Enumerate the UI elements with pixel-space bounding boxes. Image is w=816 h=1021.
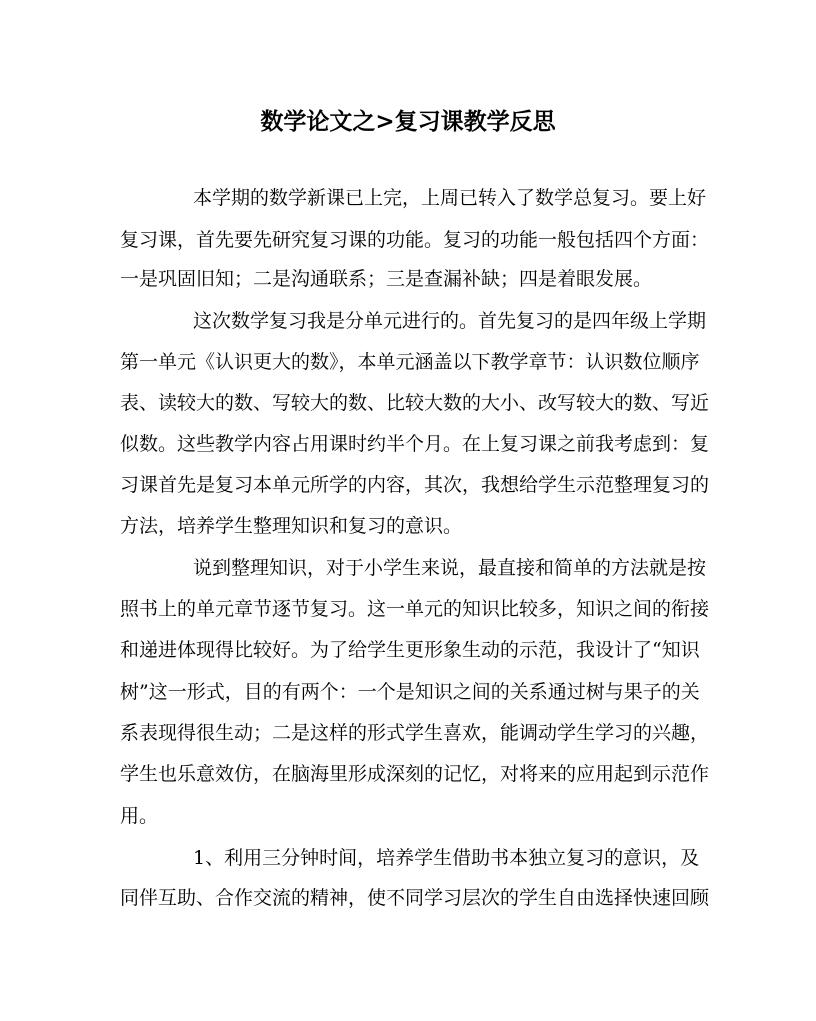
- paragraph-3-line-3: 和递进体现得比较好。为了给学生更形象生动的示范，我设计了“知识: [120, 639, 700, 661]
- paragraph-2-line-2: 第一单元《认识更大的数》，本单元涵盖以下教学章节：认识数位顺序: [120, 351, 700, 373]
- paragraph-3-line-5: 系表现得很生动；二是这样的形式学生喜欢，能调动学生学习的兴趣，: [120, 722, 710, 744]
- paragraph-4-line-1: 1、利用三分钟时间，培养学生借助书本独立复习的意识，及: [193, 847, 700, 869]
- paragraph-1-line-3: 一是巩固旧知；二是沟通联系；三是查漏补缺；四是着眼发展。: [120, 268, 653, 290]
- paragraph-3-line-7: 用。: [120, 805, 159, 827]
- paragraph-4-line-2: 同伴互助、合作交流的精神，使不同学习层次的学生自由选择快速回顾: [120, 887, 710, 909]
- paragraph-2-line-6: 方法，培养学生整理知识和复习的意识。: [120, 515, 463, 537]
- paragraph-2-line-4: 似数。这些教学内容占用课时约半个月。在上复习课之前我考虑到：复: [120, 433, 710, 455]
- paragraph-1-line-1: 本学期的数学新课已上完，上周已转入了数学总复习。要上好: [193, 187, 707, 209]
- paragraph-2-line-1: 这次数学复习我是分单元进行的。首先复习的是四年级上学期: [193, 310, 707, 332]
- paragraph-1-line-2: 复习课，首先要先研究复习课的功能。复习的功能一般包括四个方面：: [120, 229, 710, 251]
- paragraph-3-line-6: 学生也乐意效仿，在脑海里形成深刻的记忆，对将来的应用起到示范作: [120, 763, 710, 785]
- paragraph-2-line-3: 表、读较大的数、写较大的数、比较大数的大小、改写较大的数、写近: [120, 392, 710, 414]
- paragraph-2-line-5: 习课首先是复习本单元所学的内容，其次，我想给学生示范整理复习的: [120, 474, 710, 496]
- paragraph-3-line-4: 树”这一形式，目的有两个：一个是知识之间的关系通过树与果子的关: [120, 681, 700, 703]
- document-title: 数学论文之>复习课教学反思: [260, 108, 556, 135]
- paragraph-3-line-2: 照书上的单元章节逐节复习。这一单元的知识比较多，知识之间的衔接: [120, 598, 710, 620]
- paragraph-3-line-1: 说到整理知识，对于小学生来说，最直接和简单的方法就是按: [193, 557, 707, 579]
